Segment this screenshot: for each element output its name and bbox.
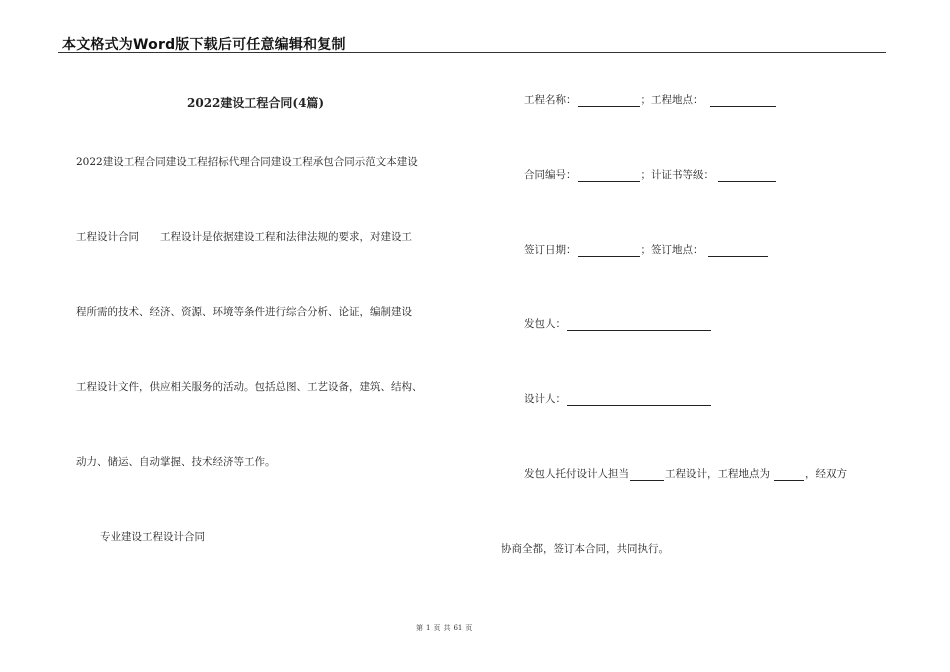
sign-date-label: 签订日期：: [524, 244, 577, 256]
designer-row: [524, 393, 712, 406]
body-line-2: 工程设计合同 工程设计是依据建设工程和法律法规的要求，对建设工: [76, 231, 412, 243]
footer-page-label: 第: [416, 624, 423, 632]
sign-place-label: ；签订地点：: [640, 244, 704, 256]
section-heading: 专业建设工程设计合同: [100, 531, 205, 543]
footer-total-unit: 页: [465, 624, 473, 632]
entrust-part-1: 发包人托付设计人担当: [524, 468, 629, 480]
entrust-location-blank: [774, 469, 804, 481]
header-divider: [58, 52, 886, 53]
sign-date-blank: [578, 245, 640, 257]
project-name-label: 工程名称：: [524, 94, 577, 106]
project-location-blank: [710, 95, 776, 107]
sign-place-blank: [708, 245, 768, 257]
contract-number-label: 合同编号：: [524, 169, 577, 181]
client-row: [524, 318, 712, 331]
designer-label: 设计人：: [524, 393, 566, 405]
contract-number-blank: [578, 170, 640, 182]
project-location-label: ；工程地点：: [640, 94, 704, 106]
client-label: 发包人：: [524, 318, 566, 330]
sign-date-row: [524, 244, 769, 257]
page-footer: [416, 623, 475, 633]
body-line-3: 程所需的技术、经济、资源、环境等条件进行综合分析、论证，编制建设: [76, 306, 412, 318]
body-line-1: 2022建设工程合同建设工程招标代理合同建设工程承包合同示范文本建设: [76, 156, 418, 168]
project-name-blank: [578, 95, 640, 107]
designer-blank: [567, 394, 711, 406]
cert-level-label: ；计证书等级：: [640, 169, 714, 181]
body-line-5: 动力、储运、自动掌握、技术经济等工作。: [76, 456, 276, 468]
body-line-4: 工程设计文件，供应相关服务的活动。包括总图、工艺设备，建筑、结构、: [76, 381, 423, 393]
entrust-part-2: 工程设计，工程地点为: [665, 468, 770, 480]
entrust-project-blank: [630, 469, 664, 481]
entrust-part-3: ，经双方: [805, 468, 847, 480]
document-title: 2022建设工程合同(4篇): [187, 96, 325, 110]
entrust-line-1: [524, 468, 847, 481]
project-name-row: [524, 94, 777, 107]
contract-number-row: [524, 169, 777, 182]
cert-level-blank: [718, 170, 776, 182]
footer-page-number: 1: [426, 624, 431, 632]
document-header: 本文格式为Word版下载后可任意编辑和复制: [62, 37, 346, 53]
footer-page-unit: 页: [433, 624, 441, 632]
footer-total-number: 61: [453, 624, 463, 632]
footer-total-label: 共: [443, 624, 451, 632]
client-blank: [567, 319, 711, 331]
entrust-line-2: 协商全都，签订本合同，共同执行。: [501, 543, 669, 555]
